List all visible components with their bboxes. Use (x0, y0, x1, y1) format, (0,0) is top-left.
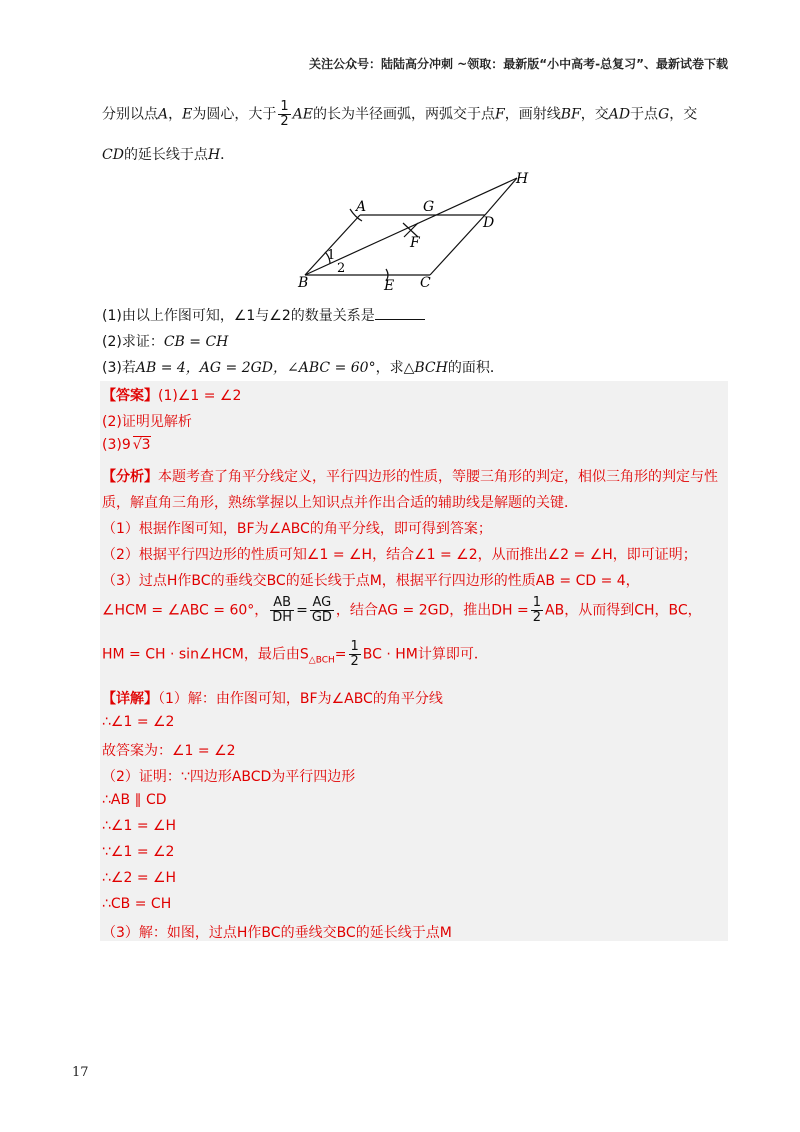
page-header: 关注公众号：陆陆高分冲刺 ~领取：最新版“小中高考-总复习”、最新试卷下载 (309, 57, 728, 71)
label-f: F (410, 235, 420, 251)
question-1: (1)由以上作图可知，∠1与∠2的数量关系是 (102, 305, 425, 325)
analysis-step-1: （1）根据作图可知，BF为∠ABC的角平分线，即可得到答案； (102, 521, 492, 537)
answer-line-2: (2)证明见解析 (102, 414, 192, 430)
segment-ba (305, 215, 360, 275)
fraction-half: $\frac{1}{2}$ (280, 99, 289, 129)
label-b: B (298, 275, 309, 291)
label-a: A (356, 199, 367, 215)
detail-line-6: ∴∠1 = ∠H (102, 818, 177, 834)
label-angle-2: 2 (337, 261, 346, 276)
label-h: H (516, 171, 529, 187)
fraction-ab-dh: $\frac{AB}{DH}$ (272, 595, 293, 625)
analysis-line-2: 质，解直角三角形，熟练掌握以上知识点并作出合适的辅助线是解题的关键． (102, 495, 578, 511)
detail-line-2: ∴∠1 = ∠2 (102, 714, 175, 730)
page-number: 17 (72, 1065, 89, 1080)
analysis-step-3: （3）过点H作BC的垂线交BC的延长线于点M，根据平行四边形的性质AB = CD = 4， (102, 573, 640, 589)
detail-line-3: 故答案为：∠1 = ∠2 (102, 743, 236, 759)
detail-line-9: ∴CB = CH (102, 896, 172, 912)
analysis-step-5: HM = CH · sin∠HCM，最后由$S_{\triangle BCH}=$ $\frac{1}{2}$ BC · HM计算即可． (102, 639, 488, 669)
parallelogram-figure (290, 165, 550, 300)
label-d: D (483, 215, 495, 231)
label-e: E (384, 278, 395, 294)
segment-dh-extension (485, 178, 517, 215)
label-angle-1: 1 (327, 248, 336, 263)
problem-line-1: 分别以点A，E为圆心，大于 $\frac{1}{2}$ AE的长为半径画弧，两弧交于点F，画射线BF，交AD于点G，交 (102, 99, 698, 129)
answer-blank (375, 307, 425, 320)
detail-line-10: （3）解：如图，过点H作BC的垂线交BC的延长线于点M (102, 925, 452, 941)
fraction-one-half: $\frac{1}{2}$ (532, 595, 542, 625)
analysis-line-1: 【分析】本题考查了角平分线定义，平行四边形的性质，等腰三角形的判定，相似三角形的判定与性 (102, 469, 718, 485)
answer-line-3: (3)9 √3 (102, 437, 151, 453)
label-c: C (420, 275, 431, 291)
label-g: G (423, 199, 435, 215)
answer-line-1: 【答案】(1)∠1 = ∠2 (102, 388, 242, 404)
detail-line-8: ∴∠2 = ∠H (102, 870, 177, 886)
question-3: (3)若AB = 4，AG = 2GD，∠ABC = 60°，求△BCH的面积． (102, 360, 504, 376)
question-2: (2)求证：CB = CH (102, 334, 229, 350)
fraction-ag-gd: $\frac{AG}{GD}$ (311, 595, 332, 625)
detail-line-1: 【详解】（1）解：由作图可知，BF为∠ABC的角平分线 (102, 691, 443, 707)
detail-line-5: ∴AB ∥ CD (102, 792, 167, 808)
analysis-step-2: （2）根据平行四边形的性质可知∠1 = ∠H，结合∠1 = ∠2，从而推出∠2 = ∠H，即可证明； (102, 547, 697, 563)
detail-line-4: （2）证明：∵四边形ABCD为平行四边形 (102, 769, 356, 785)
fraction-half-area: $\frac{1}{2}$ (350, 639, 359, 669)
segment-cd (430, 215, 485, 275)
detail-line-7: ∵∠1 = ∠2 (102, 844, 175, 860)
analysis-step-4: ∠HCM = ∠ABC = 60°， $\frac{AB}{DH}$ = $\frac{AG}{GD}$ ，结合AG = 2GD，推出DH = $\frac{1}{2}$ AB，从而得到CH，BC， (102, 595, 702, 625)
problem-line-2: CD的延长线于点H． (102, 147, 235, 163)
